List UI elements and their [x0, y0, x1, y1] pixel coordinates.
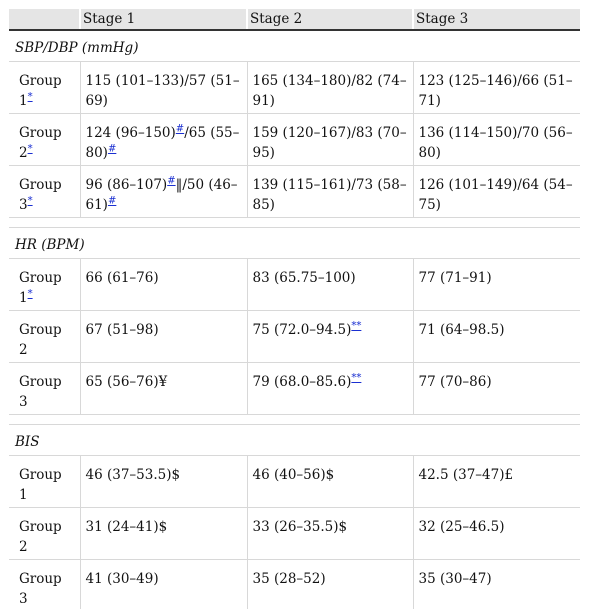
header-row	[9, 9, 580, 30]
table-cell-stage-3: 77 (71–91)	[413, 259, 580, 311]
table-row	[9, 456, 580, 508]
footnote-link[interactable]: *	[28, 144, 33, 155]
table-cell-stage-3: 35 (30–47)	[413, 560, 580, 609]
table-cell-stage-1: 65 (56–76)¥	[80, 363, 247, 415]
table-cell-stage-1: 46 (37–53.5)$	[80, 456, 247, 508]
header-cell-blank	[9, 9, 80, 30]
group-label: Group 2	[9, 311, 80, 363]
footnote-link[interactable]: #	[176, 124, 184, 135]
table-row	[9, 62, 580, 114]
table-row	[9, 311, 580, 363]
table-cell-stage-2: 165 (134–180)/82 (74–91)	[247, 62, 413, 114]
group-label: Group 2	[9, 508, 80, 560]
table-row	[9, 114, 580, 166]
group-label: Group 1*	[9, 62, 80, 114]
table-cell-stage-1: 41 (30–49)	[80, 560, 247, 609]
header-cell-stage-2: Stage 2	[247, 9, 413, 30]
table-cell-stage-1: 115 (101–133)/57 (51–69)	[80, 62, 247, 114]
table-cell-stage-3: 42.5 (37–47)£	[413, 456, 580, 508]
table-cell-stage-3: 136 (114–150)/70 (56–80)	[413, 114, 580, 166]
table-row	[9, 259, 580, 311]
spacer-row	[9, 415, 580, 425]
group-label: Group 1*	[9, 259, 80, 311]
footnote-link[interactable]: **	[351, 321, 361, 332]
group-label: Group 2*	[9, 114, 80, 166]
section-title: BIS	[9, 425, 580, 456]
table-cell-stage-1: 31 (24–41)$	[80, 508, 247, 560]
table-row	[9, 560, 580, 609]
table-cell-stage-2: 33 (26–35.5)$	[247, 508, 413, 560]
header-cell-stage-1: Stage 1	[80, 9, 247, 30]
spacer-cell	[9, 415, 580, 425]
section-title: HR (BPM)	[9, 228, 580, 259]
footnote-link[interactable]: *	[28, 289, 33, 300]
table-cell-stage-2: 159 (120–167)/83 (70–95)	[247, 114, 413, 166]
section-title: SBP/DBP (mmHg)	[9, 30, 580, 62]
spacer-row	[9, 218, 580, 228]
footnote-link[interactable]: *	[28, 92, 33, 103]
table-cell-stage-3: 32 (25–46.5)	[413, 508, 580, 560]
header-cell-stage-3: Stage 3	[413, 9, 580, 30]
table-cell-stage-2: 75 (72.0–94.5)**	[247, 311, 413, 363]
table-cell-stage-2: 83 (65.75–100)	[247, 259, 413, 311]
table-cell-stage-3: 77 (70–86)	[413, 363, 580, 415]
table-cell-stage-2: 139 (115–161)/73 (58–85)	[247, 166, 413, 218]
data-table	[9, 9, 580, 609]
section-header-row	[9, 425, 580, 456]
footnote-link[interactable]: #	[167, 176, 175, 187]
footnote-link[interactable]: *	[28, 196, 33, 207]
table-row	[9, 363, 580, 415]
table-cell-stage-3: 126 (101–149)/64 (54–75)	[413, 166, 580, 218]
table-cell-stage-2: 35 (28–52)	[247, 560, 413, 609]
footnote-link[interactable]: #	[108, 144, 116, 155]
table-cell-stage-3: 71 (64–98.5)	[413, 311, 580, 363]
section-header-row	[9, 228, 580, 259]
table-cell-stage-3: 123 (125–146)/66 (51–71)	[413, 62, 580, 114]
table-cell-stage-1: 66 (61–76)	[80, 259, 247, 311]
table-body	[9, 30, 580, 609]
table-row	[9, 508, 580, 560]
group-label: Group 3	[9, 560, 80, 609]
spacer-cell	[9, 218, 580, 228]
table-cell-stage-1: 96 (86–107)#‖/50 (46–61)#	[80, 166, 247, 218]
table-cell-stage-1: 67 (51–98)	[80, 311, 247, 363]
group-label: Group 3	[9, 363, 80, 415]
group-label: Group 1	[9, 456, 80, 508]
table-cell-stage-2: 46 (40–56)$	[247, 456, 413, 508]
table-cell-stage-1: 124 (96–150)#/65 (55–80)#	[80, 114, 247, 166]
group-label: Group 3*	[9, 166, 80, 218]
footnote-link[interactable]: #	[108, 196, 116, 207]
section-header-row	[9, 30, 580, 62]
table-cell-stage-2: 79 (68.0–85.6)**	[247, 363, 413, 415]
footnote-link[interactable]: **	[351, 373, 361, 384]
table-row	[9, 166, 580, 218]
